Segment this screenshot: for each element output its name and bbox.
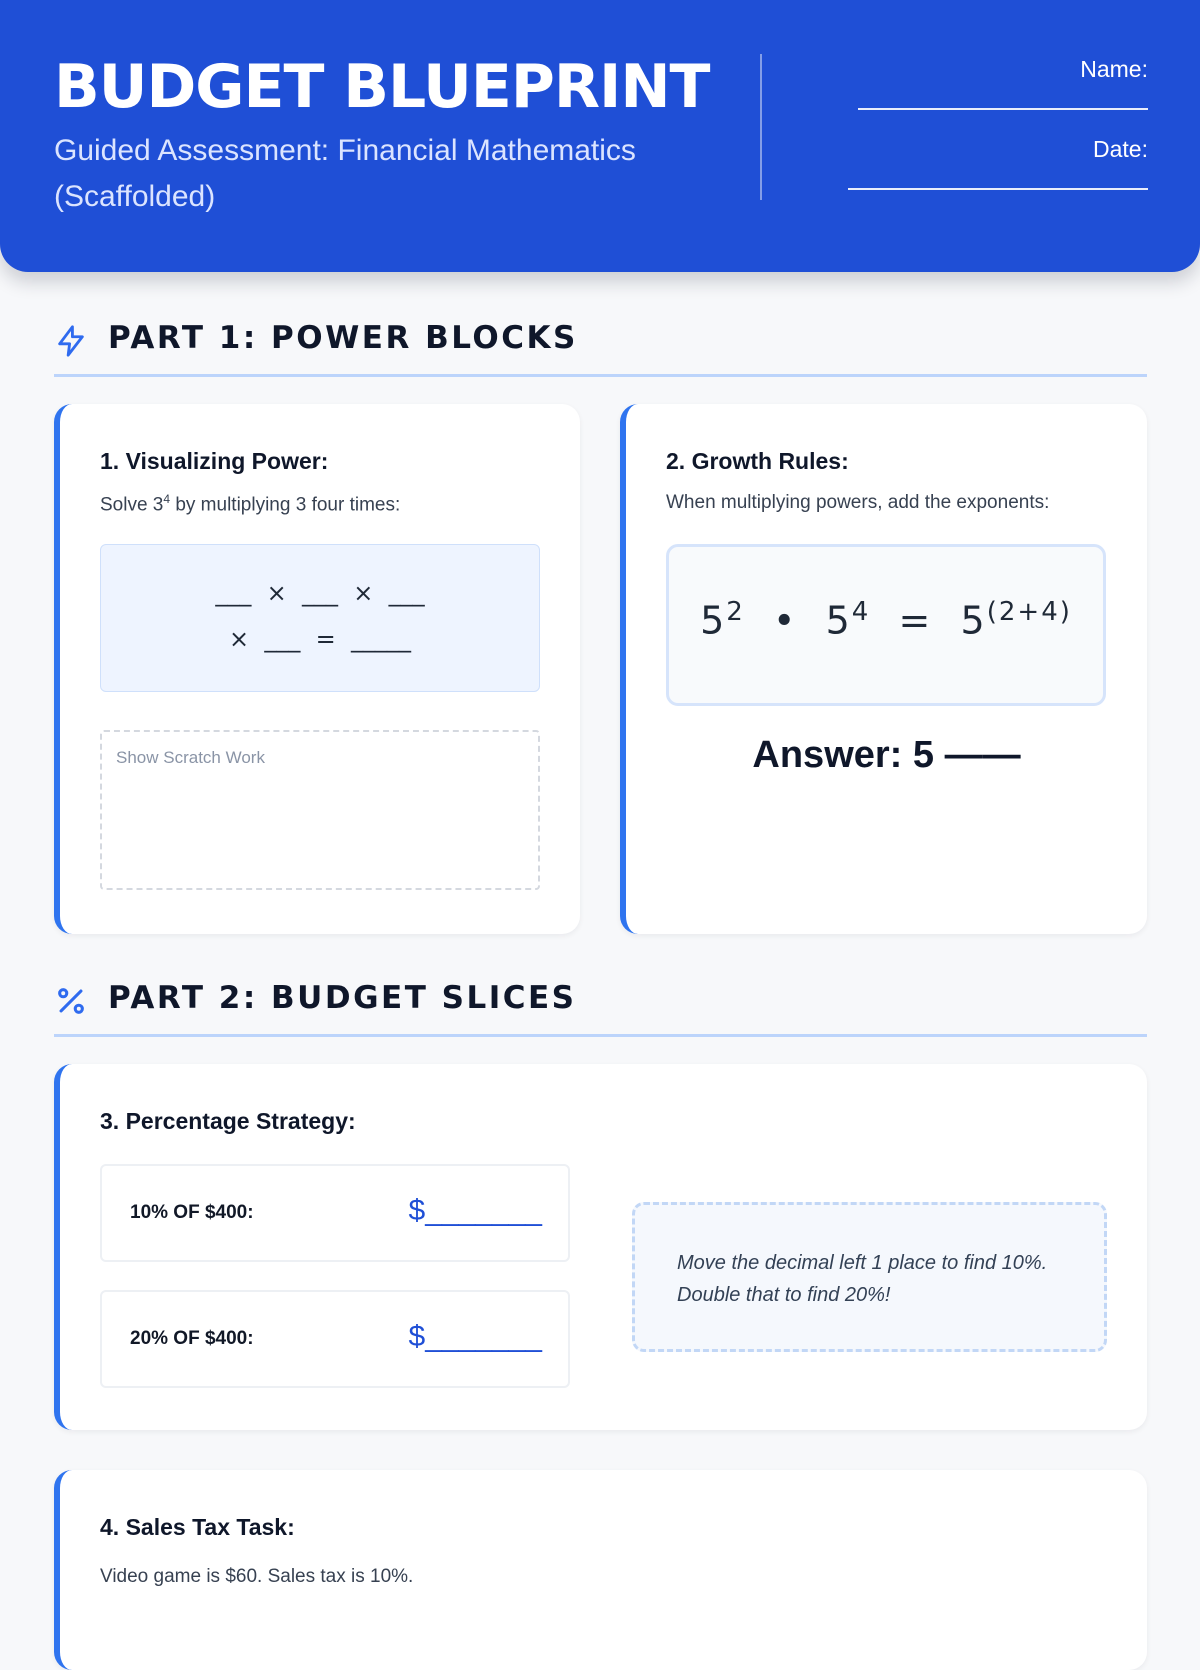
exponent-equation: $5^2$ • $5^4 = 5^{(2+4)}$: [700, 597, 1072, 643]
percentage-answer-field[interactable]: $_______: [408, 1194, 542, 1227]
multiplication-workspace[interactable]: [100, 544, 540, 692]
page-header: [0, 0, 1200, 272]
multiplication-row-1: ___ × ___ × ___: [215, 579, 425, 607]
header-divider: [760, 54, 762, 200]
question-4-prompt: Video game is $60. Sales tax is 10%.: [100, 1566, 414, 1587]
question-card-1: [54, 404, 580, 934]
name-label: Name:: [1080, 56, 1148, 82]
question-2-prompt: When multiplying powers, add the exponents:: [666, 492, 1050, 513]
strategy-tip-box: [632, 1202, 1107, 1352]
exponent-equation-box: [666, 544, 1106, 706]
percentage-label: 20% OF $400:: [130, 1328, 254, 1349]
part2-heading: [54, 976, 1147, 1032]
question-1-title: 1. Visualizing Power:: [100, 448, 329, 474]
lightning-bolt-icon: [54, 324, 88, 358]
question-4-title: 4. Sales Tax Task:: [100, 1514, 295, 1540]
question-card-3: [54, 1064, 1147, 1430]
strategy-tip: Move the decimal left 1 place to find 10%. Double that to find 20%!: [677, 1252, 1048, 1306]
part2-divider: [54, 1034, 1147, 1037]
question-card-2: [620, 404, 1147, 934]
name-field[interactable]: [858, 108, 1148, 110]
part1-divider: [54, 374, 1147, 377]
question-card-4: [54, 1470, 1147, 1670]
date-label: Date:: [1093, 136, 1148, 162]
part2-title: PART 2: BUDGET SLICES: [108, 980, 577, 1016]
question-2-answer[interactable]: Answer: 5 ——: [752, 734, 1021, 776]
percent-icon: [54, 984, 88, 1018]
percentage-row[interactable]: [100, 1290, 570, 1388]
percentage-label: 10% OF $400:: [130, 1202, 254, 1223]
part1-heading: [54, 316, 1147, 372]
percentage-row[interactable]: [100, 1164, 570, 1262]
date-field[interactable]: [848, 188, 1148, 190]
question-2-title: 2. Growth Rules:: [666, 448, 849, 474]
percentage-answer-field[interactable]: $_______: [408, 1320, 542, 1353]
question-3-title: 3. Percentage Strategy:: [100, 1108, 356, 1134]
scratch-work-label: Show Scratch Work: [116, 748, 265, 767]
scratch-work-area[interactable]: [100, 730, 540, 890]
page-title: BUDGET BLUEPRINT: [54, 52, 710, 122]
question-1-prompt: Solve $3^4$ by multiplying 3 four times:: [100, 492, 401, 516]
page-subtitle: Guided Assessment: Financial Mathematics (Scaffolded): [54, 134, 636, 213]
multiplication-row-2: × ___ = _____: [229, 625, 411, 653]
part1-title: PART 1: POWER BLOCKS: [108, 320, 578, 356]
